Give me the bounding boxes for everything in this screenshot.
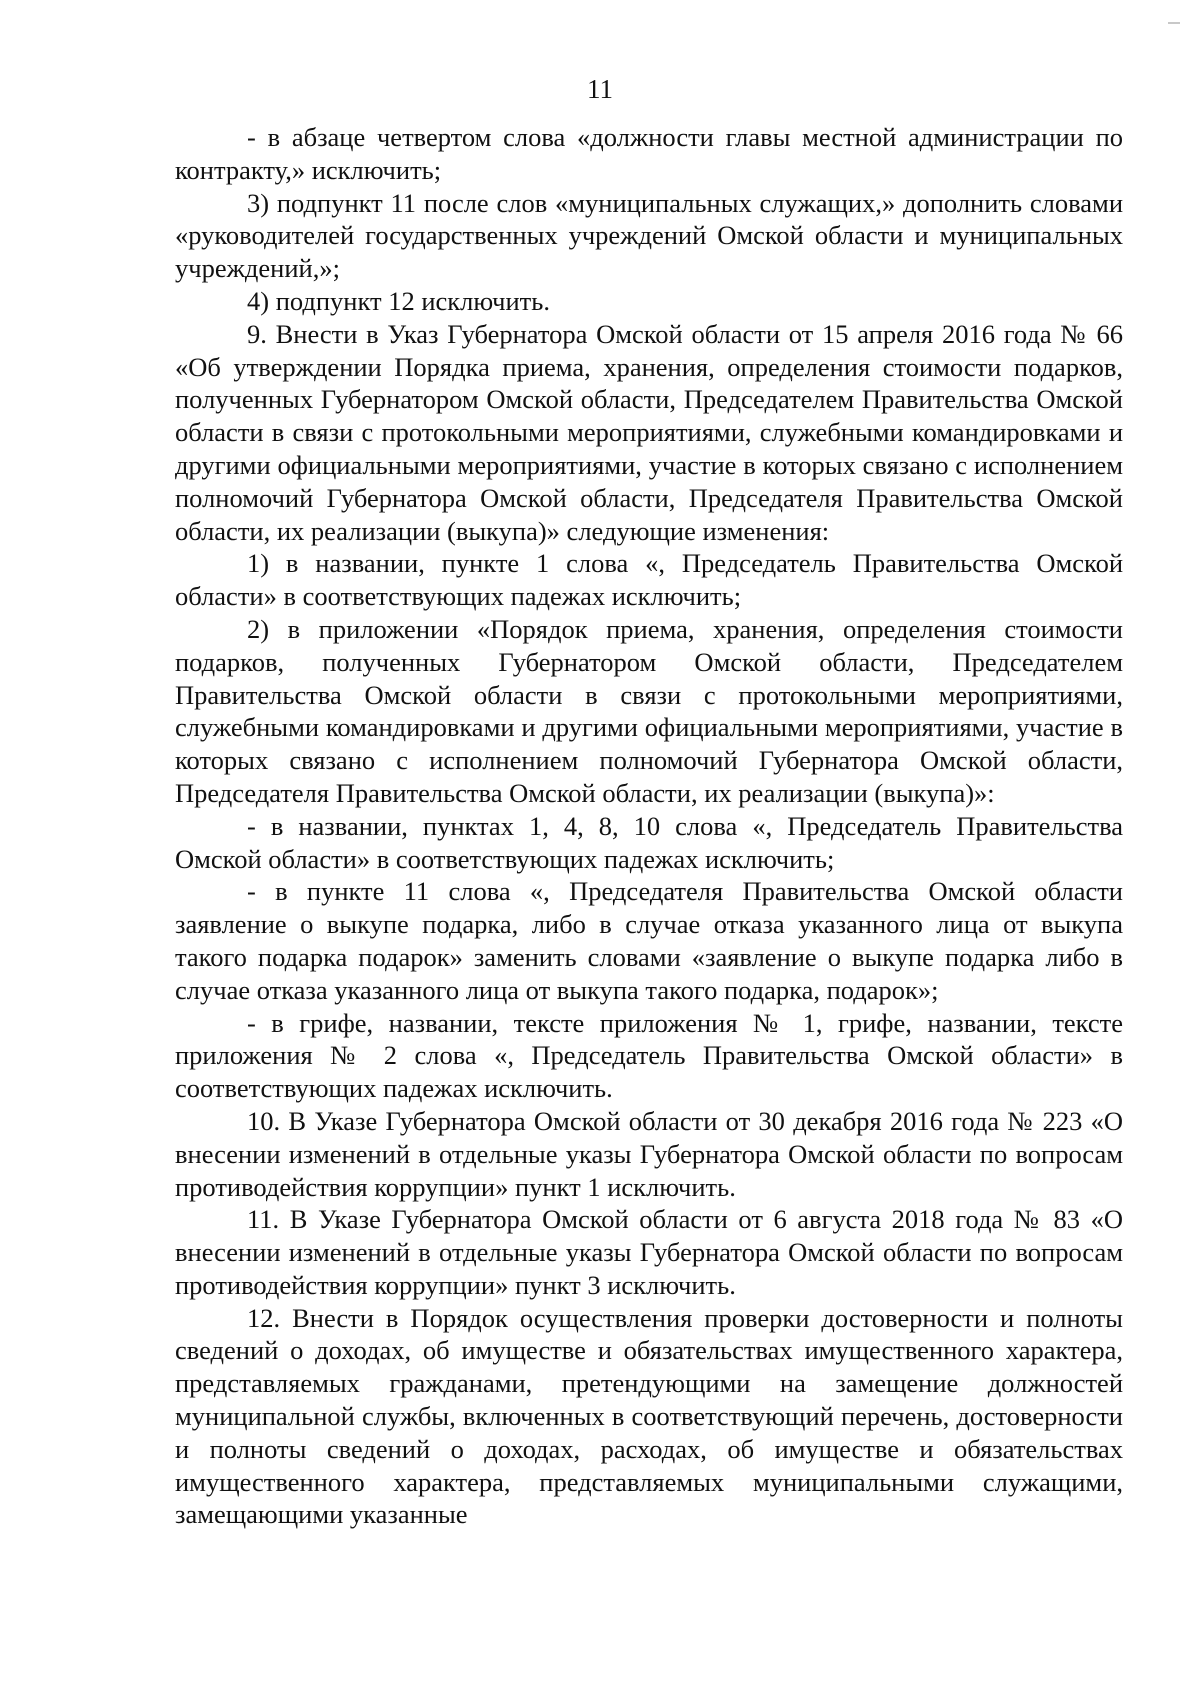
paragraph-item-9-subpoint-2: 2) в приложении «Порядок приема, хранения, определения стоимости подарков, полученных Губернатором Омской области, Председателем Правительства Омской области в связи с протокольными мероприятиями, служебными командировками и другими официальными мероприятиями, участие в которых связано с исполнением полномочий Губернатора Омской области, Председателя Правительства Омской области, их реализации (выкупа)»: — [175, 613, 1123, 808]
paragraph-item-11: 11. В Указе Губернатора Омской области от 6 августа 2018 года № 83 «О внесении изменений в отдельные указы Губернатора Омской области по вопросам противодействия коррупции» пункт 3 исключить. — [175, 1204, 1123, 1300]
paragraph-subpoint-4: 4) подпункт 12 исключить. — [247, 285, 550, 316]
document-body — [175, 121, 1123, 1531]
paragraph-dash-v-punkte-11: - в пункте 11 слова «, Председателя Правительства Омской области заявление о выкупе подарка, либо в случае отказа указанного лица от выкупа такого подарка подарок» заменить словами «заявление о выкупе подарка либо в случае отказа указанного лица от выкупа такого подарка, подарок»; — [175, 876, 1123, 1005]
scan-artifact — [1168, 22, 1180, 29]
paragraph-item-9: 9. Внести в Указ Губернатора Омской области от 15 апреля 2016 года № 66 «Об утверждении Порядка приема, хранения, определения стоимости подарков, полученных Губернатором Омской области, Председателем Правительства Омской области в связи с протокольными мероприятиями, служебными командировками и другими официальными мероприятиями, участие в которых связано с исполнением полномочий Губернатора Омской области, Председателя Правительства Омской области, их реализации (выкупа)» следующие изменения: — [175, 318, 1123, 546]
paragraph-dash-abzac-chetvertyi: - в абзаце четвертом слова «должности главы местной администрации по контракту,» исключить; — [175, 122, 1123, 185]
paragraph-item-10: 10. В Указе Губернатора Омской области от 30 декабря 2016 года № 223 «О внесении изменений в отдельные указы Губернатора Омской области по вопросам противодействия коррупции» пункт 1 исключить. — [175, 1105, 1123, 1202]
paragraph-dash-v-grife: - в грифе, названии, тексте приложения № 1, грифе, названии, тексте приложения № 2 слова «, Председатель Правительства Омской области» в соответствующих падежах исключить. — [175, 1007, 1123, 1104]
paragraph-item-12: 12. Внести в Порядок осуществления проверки достоверности и полноты сведений о доходах, об имуществе и обязательствах имущественного характера, представляемых гражданами, претендующими на замещение должностей муниципальной службы, включенных в соответствующий перечень, достоверности и полноты сведений о доходах, расходах, об имуществе и обязательствах имущественного характера, представляемых муниципальными служащими, замещающими указанные — [175, 1302, 1123, 1530]
paragraph-dash-v-nazvanii: - в названии, пунктах 1, 4, 8, 10 слова «, Председатель Правительства Омской области» в соответствующих падежах исключить; — [175, 810, 1123, 874]
paragraph-item-9-subpoint-1: 1) в названии, пункте 1 слова «, Председатель Правительства Омской области» в соответствующих падежах исключить; — [175, 548, 1123, 612]
page-number: 11 — [587, 74, 613, 104]
paragraph-subpoint-3: 3) подпункт 11 после слов «муниципальных служащих,» дополнить словами «руководителей государственных учреждений Омской области и муниципальных учреждений,»; — [175, 187, 1123, 284]
